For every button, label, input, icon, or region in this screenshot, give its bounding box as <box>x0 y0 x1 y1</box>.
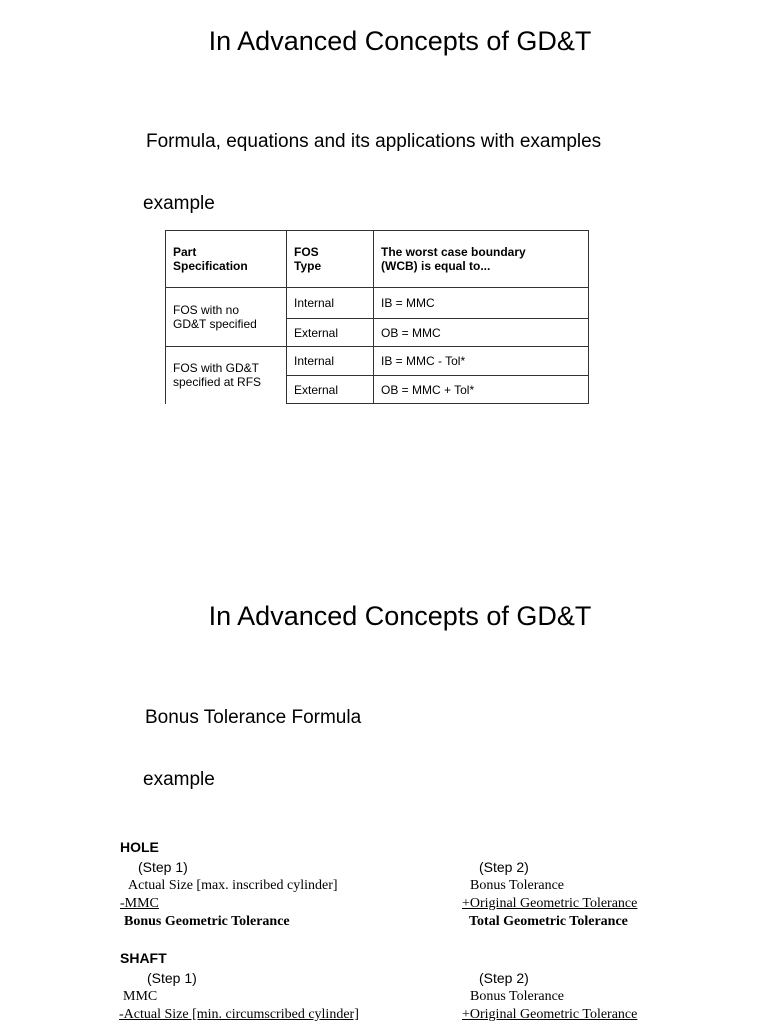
table-row <box>166 347 589 376</box>
shaft-label: SHAFT <box>120 950 167 966</box>
cell-wcb: IB = MMC <box>374 288 589 319</box>
header-line: The worst case boundary <box>381 245 526 259</box>
cell-wcb: IB = MMC - Tol* <box>374 347 589 376</box>
worst-case-boundary-table <box>165 230 589 404</box>
slide2-title: In Advanced Concepts of GD&T <box>208 601 592 631</box>
table-header-row <box>166 231 589 288</box>
spec-line: GD&T specified <box>173 317 257 331</box>
hole-label: HOLE <box>120 839 159 855</box>
cell-spec <box>166 288 287 347</box>
cell-type: Internal <box>287 288 374 319</box>
shaft-step2-line1: Bonus Tolerance <box>470 989 565 1004</box>
hole-step2-result: Total Geometric Tolerance <box>469 914 628 929</box>
cell-type: Internal <box>287 347 374 376</box>
spec-line: specified at RFS <box>173 375 262 390</box>
hole-step2-line1: Bonus Tolerance <box>470 878 565 893</box>
spec-line: FOS with no <box>173 303 240 317</box>
table-row <box>166 288 589 319</box>
header-part-specification <box>166 231 287 288</box>
slide1-subtitle: Formula, equations and its applications with examples <box>146 131 602 152</box>
shaft-step1-label: (Step 1) <box>147 970 197 986</box>
header-fos-type <box>287 231 374 288</box>
slide2-example-label: example <box>143 769 215 790</box>
hole-step1-line2: -MMC <box>120 896 159 911</box>
header-line: Specification <box>173 259 248 273</box>
shaft-step1-line2: -Actual Size [min. circumscribed cylinder] <box>119 1007 359 1022</box>
spec-line: FOS with GD&T <box>173 361 260 376</box>
shaft-step1-line1: MMC <box>123 989 158 1004</box>
slide1-example-label: example <box>143 193 215 214</box>
header-line: Type <box>294 259 322 273</box>
cell-spec <box>166 347 287 404</box>
shaft-step2-line2: +Original Geometric Tolerance <box>462 1007 638 1022</box>
hole-step2-line2: +Original Geometric Tolerance <box>462 896 638 911</box>
hole-step2-label: (Step 2) <box>479 859 529 875</box>
slide2-subtitle: Bonus Tolerance Formula <box>145 707 362 728</box>
header-line: Part <box>173 245 197 259</box>
shaft-step2-label: (Step 2) <box>479 970 529 986</box>
cell-type: External <box>287 376 374 404</box>
cell-type: External <box>287 319 374 347</box>
cell-wcb: OB = MMC + Tol* <box>374 376 589 404</box>
cell-wcb: OB = MMC <box>374 319 589 347</box>
header-line: (WCB) is equal to... <box>381 259 491 273</box>
hole-step1-result: Bonus Geometric Tolerance <box>124 914 290 929</box>
slide1-title: In Advanced Concepts of GD&T <box>208 26 592 56</box>
header-wcb <box>374 231 589 288</box>
hole-step1-line1: Actual Size [max. inscribed cylinder] <box>128 878 338 893</box>
hole-step1-label: (Step 1) <box>138 859 188 875</box>
header-line: FOS <box>294 245 319 259</box>
